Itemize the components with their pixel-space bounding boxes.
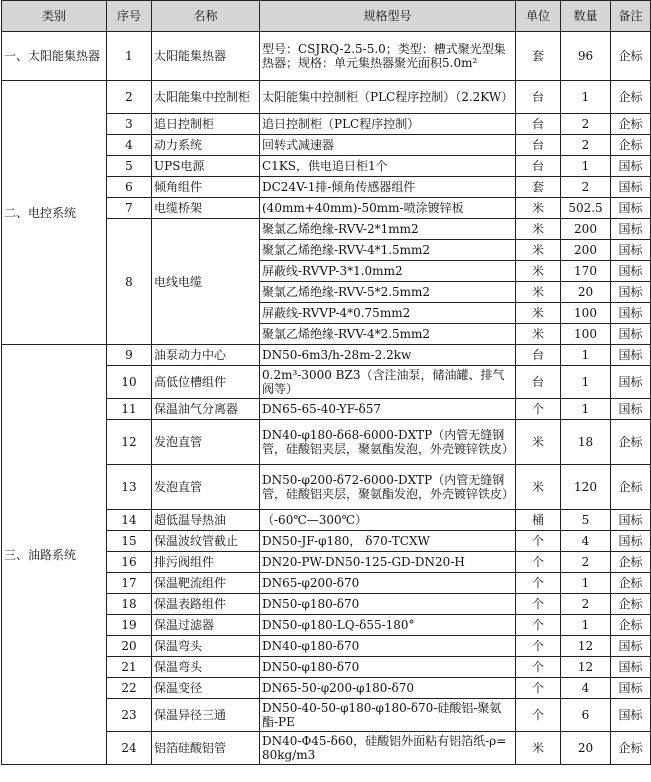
item-unit: 个 <box>516 678 561 699</box>
item-qty: 1 <box>561 573 611 594</box>
item-qty: 1 <box>561 81 611 114</box>
item-qty: 2 <box>561 594 611 615</box>
item-no: 11 <box>107 399 152 420</box>
item-note: 国标 <box>611 240 651 261</box>
item-note: 国标 <box>611 531 651 552</box>
item-spec: 型号：CSJRQ-2.5-5.0；类型：槽式聚光型集热器；规格：单元集热器聚光面积5.0m² <box>260 32 516 81</box>
item-name: 排污阀组件 <box>152 552 260 573</box>
item-spec: DN65-65-40-YF-δ57 <box>260 399 516 420</box>
item-no: 5 <box>107 156 152 177</box>
equipment-list-table <box>1 0 651 765</box>
item-qty: 4 <box>561 531 611 552</box>
item-qty: 2 <box>561 552 611 573</box>
item-name: 追日控制柜 <box>152 114 260 135</box>
item-name: UPS电源 <box>152 156 260 177</box>
item-note: 企标 <box>611 732 651 765</box>
item-qty: 170 <box>561 261 611 282</box>
item-name: 保温表路组件 <box>152 594 260 615</box>
item-qty: 2 <box>561 135 611 156</box>
item-note: 国标 <box>611 510 651 531</box>
item-note: 国标 <box>611 399 651 420</box>
item-no: 7 <box>107 198 152 219</box>
item-qty: 1 <box>561 345 611 366</box>
item-name: 太阳能集中控制柜 <box>152 81 260 114</box>
item-no: 14 <box>107 510 152 531</box>
item-qty: 200 <box>561 219 611 240</box>
item-name: 电缆桥架 <box>152 198 260 219</box>
item-name: 保温靶流组件 <box>152 573 260 594</box>
item-note: 企标 <box>611 615 651 636</box>
item-unit: 米 <box>516 732 561 765</box>
item-no: 6 <box>107 177 152 198</box>
item-unit: 米 <box>516 240 561 261</box>
item-note: 国标 <box>611 198 651 219</box>
item-spec: 0.2m³-3000 BZ3（含注油泵，储油罐、排气阀等） <box>260 366 516 399</box>
item-no: 10 <box>107 366 152 399</box>
header-spec: 规格型号 <box>260 1 516 32</box>
item-unit: 米 <box>516 324 561 345</box>
item-unit: 个 <box>516 594 561 615</box>
item-note: 企标 <box>611 135 651 156</box>
item-spec: DN20-PW-DN50-125-GD-DN20-H <box>260 552 516 573</box>
item-spec: DN40-φ180-δ70 <box>260 636 516 657</box>
item-note: 国标 <box>611 366 651 399</box>
item-name: 保温变径 <box>152 678 260 699</box>
item-qty: 96 <box>561 32 611 81</box>
item-unit: 米 <box>516 219 561 240</box>
item-name: 保温弯头 <box>152 636 260 657</box>
item-note: 国标 <box>611 324 651 345</box>
header-qty: 数量 <box>561 1 611 32</box>
item-qty: 120 <box>561 465 611 510</box>
item-note: 国标 <box>611 678 651 699</box>
item-no: 23 <box>107 699 152 732</box>
item-name: 电线电缆 <box>152 219 260 345</box>
item-spec: DN50-φ180-LQ-δ55-180° <box>260 615 516 636</box>
item-no: 4 <box>107 135 152 156</box>
item-note: 国标 <box>611 657 651 678</box>
item-spec: 屏蔽线-RVVP-3*1.0mm2 <box>260 261 516 282</box>
item-unit: 米 <box>516 420 561 465</box>
item-unit: 个 <box>516 531 561 552</box>
category-cell: 二、电控系统 <box>2 81 107 345</box>
item-unit: 桶 <box>516 510 561 531</box>
item-no: 17 <box>107 573 152 594</box>
table-row <box>2 81 651 114</box>
item-unit: 米 <box>516 303 561 324</box>
item-unit: 台 <box>516 345 561 366</box>
item-name: 油泵动力中心 <box>152 345 260 366</box>
item-no: 1 <box>107 32 152 81</box>
category-cell: 三、油路系统 <box>2 345 107 765</box>
item-note: 企标 <box>611 114 651 135</box>
table-body <box>2 32 651 765</box>
item-spec: 聚氯乙烯绝缘-RVV-4*1.5mm2 <box>260 240 516 261</box>
item-name: 保温油气分离器 <box>152 399 260 420</box>
item-no: 8 <box>107 219 152 345</box>
item-unit: 台 <box>516 366 561 399</box>
item-qty: 100 <box>561 303 611 324</box>
item-note: 企标 <box>611 81 651 114</box>
item-no: 12 <box>107 420 152 465</box>
item-qty: 100 <box>561 324 611 345</box>
item-note: 国标 <box>611 636 651 657</box>
item-qty: 12 <box>561 657 611 678</box>
item-note: 企标 <box>611 465 651 510</box>
item-qty: 5 <box>561 510 611 531</box>
item-qty: 6 <box>561 699 611 732</box>
item-qty: 1 <box>561 366 611 399</box>
category-cell: 一、太阳能集热器 <box>2 32 107 81</box>
item-qty: 20 <box>561 282 611 303</box>
item-unit: 个 <box>516 615 561 636</box>
item-no: 22 <box>107 678 152 699</box>
item-name: 保温波纹管截止 <box>152 531 260 552</box>
item-unit: 台 <box>516 156 561 177</box>
header-category: 类别 <box>2 1 107 32</box>
item-unit: 台 <box>516 135 561 156</box>
item-no: 21 <box>107 657 152 678</box>
item-no: 9 <box>107 345 152 366</box>
item-qty: 1 <box>561 399 611 420</box>
item-unit: 套 <box>516 177 561 198</box>
item-no: 16 <box>107 552 152 573</box>
item-unit: 米 <box>516 198 561 219</box>
item-qty: 1 <box>561 615 611 636</box>
item-qty: 12 <box>561 636 611 657</box>
item-name: 动力系统 <box>152 135 260 156</box>
item-spec: DN50-φ180-δ70 <box>260 594 516 615</box>
item-spec: 回转式减速器 <box>260 135 516 156</box>
item-name: 保温异径三通 <box>152 699 260 732</box>
item-note: 国标 <box>611 156 651 177</box>
item-spec: 聚氯乙烯绝缘-RVV-5*2.5mm2 <box>260 282 516 303</box>
item-name: 保温过滤器 <box>152 615 260 636</box>
item-qty: 2 <box>561 177 611 198</box>
item-note: 国标 <box>611 699 651 732</box>
item-no: 24 <box>107 732 152 765</box>
item-note: 企标 <box>611 32 651 81</box>
item-name: 高低位槽组件 <box>152 366 260 399</box>
header-row <box>2 1 651 32</box>
item-name: 太阳能集热器 <box>152 32 260 81</box>
item-qty: 2 <box>561 114 611 135</box>
item-note: 国标 <box>611 177 651 198</box>
item-qty: 200 <box>561 240 611 261</box>
item-unit: 个 <box>516 657 561 678</box>
item-note: 企标 <box>611 552 651 573</box>
item-spec: 聚氯乙烯绝缘-RVV-4*2.5mm2 <box>260 324 516 345</box>
item-spec: 屏蔽线-RVVP-4*0.75mm2 <box>260 303 516 324</box>
table-row <box>2 32 651 81</box>
item-no: 20 <box>107 636 152 657</box>
item-spec: DN50-φ200-δ72-6000-DXTP（内管无缝钢管，硅酸铝夹层，聚氨酯发泡，外壳镀锌铁皮） <box>260 465 516 510</box>
item-qty: 20 <box>561 732 611 765</box>
item-note: 国标 <box>611 219 651 240</box>
item-name: 发泡直管 <box>152 465 260 510</box>
header-unit: 单位 <box>516 1 561 32</box>
item-spec: (40mm+40mm)-50mm-喷涂镀锌板 <box>260 198 516 219</box>
header-note: 备注 <box>611 1 651 32</box>
item-note: 企标 <box>611 594 651 615</box>
item-no: 13 <box>107 465 152 510</box>
item-no: 19 <box>107 615 152 636</box>
item-note: 国标 <box>611 261 651 282</box>
item-note: 国标 <box>611 345 651 366</box>
item-unit: 个 <box>516 636 561 657</box>
item-qty: 4 <box>561 678 611 699</box>
item-note: 企标 <box>611 420 651 465</box>
item-no: 3 <box>107 114 152 135</box>
item-name: 发泡直管 <box>152 420 260 465</box>
table-row <box>2 345 651 366</box>
item-note: 企标 <box>611 573 651 594</box>
item-spec: DN50-φ180-δ70 <box>260 657 516 678</box>
item-name: 保温弯头 <box>152 657 260 678</box>
item-unit: 米 <box>516 282 561 303</box>
item-qty: 502.5 <box>561 198 611 219</box>
item-qty: 18 <box>561 420 611 465</box>
item-no: 2 <box>107 81 152 114</box>
item-spec: DN65-50-φ200-φ180-δ70 <box>260 678 516 699</box>
item-unit: 台 <box>516 81 561 114</box>
item-spec: C1KS，供电追日柜1个 <box>260 156 516 177</box>
item-unit: 个 <box>516 699 561 732</box>
item-spec: 太阳能集中控制柜（PLC程序控制）（2.2KW） <box>260 81 516 114</box>
item-spec: DN65-φ200-δ70 <box>260 573 516 594</box>
item-no: 18 <box>107 594 152 615</box>
item-spec: DN50-40-50-φ180-φ180-δ70-硅酸铝-聚氨酯-PE <box>260 699 516 732</box>
item-qty: 1 <box>561 156 611 177</box>
header-name: 名称 <box>152 1 260 32</box>
item-name: 倾角组件 <box>152 177 260 198</box>
item-unit: 个 <box>516 399 561 420</box>
item-spec: 聚氯乙烯绝缘-RVV-2*1mm2 <box>260 219 516 240</box>
item-spec: DN50-6m3/h-28m-2.2kw <box>260 345 516 366</box>
item-spec: （-60℃—300℃） <box>260 510 516 531</box>
item-unit: 个 <box>516 552 561 573</box>
item-name: 铝箔硅酸铝管 <box>152 732 260 765</box>
item-unit: 米 <box>516 261 561 282</box>
item-note: 国标 <box>611 282 651 303</box>
item-spec: 追日控制柜（PLC程序控制） <box>260 114 516 135</box>
header-no: 序号 <box>107 1 152 32</box>
item-spec: DN40-Φ45-δ60，硅酸铝外面粘有铝箔纸-ρ=80kg/m3 <box>260 732 516 765</box>
item-unit: 个 <box>516 573 561 594</box>
item-no: 15 <box>107 531 152 552</box>
item-spec: DN50-JF-φ180， δ70-TCXW <box>260 531 516 552</box>
item-unit: 台 <box>516 114 561 135</box>
item-spec: DC24V-1排-倾角传感器组件 <box>260 177 516 198</box>
item-unit: 米 <box>516 465 561 510</box>
item-unit: 套 <box>516 32 561 81</box>
item-spec: DN40-φ180-δ68-6000-DXTP（内管无缝钢管，硅酸铝夹层，聚氨酯发泡，外壳镀锌铁皮） <box>260 420 516 465</box>
item-note: 国标 <box>611 303 651 324</box>
item-name: 超低温导热油 <box>152 510 260 531</box>
